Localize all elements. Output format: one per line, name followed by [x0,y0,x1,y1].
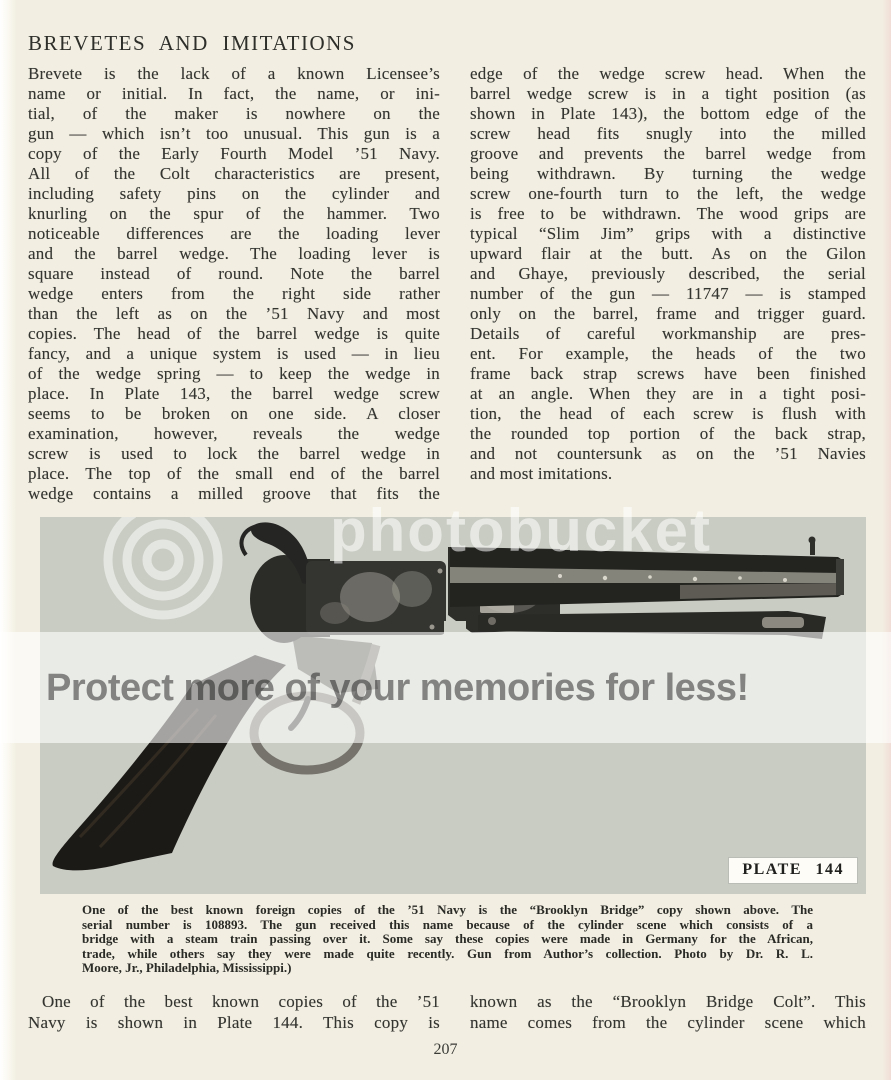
text-line: copy of the Early Fourth Model ’51 Navy. [28,144,440,163]
text-line: the rounded top portion of the back strap, [470,424,866,443]
text-line: is free to be withdrawn. The wood grips are [470,204,866,223]
scan-edge-left [0,0,16,1080]
text-line: gun — which isn’t too unusual. This gun is a [28,124,440,143]
text-line: screw head fits snugly into the milled [470,124,866,143]
text-line: copies. The head of the barrel wedge is quite [28,324,440,343]
text-line: name or initial. In fact, the name, or ini- [28,84,440,103]
text-line: place. The top of the small end of the barrel [28,464,440,483]
plate-label: PLATE 144 [729,858,857,883]
text-line: and most imitations. [470,464,613,483]
text-line: ent. For example, the heads of the two [470,344,866,363]
text-line: examination, however, reveals the wedge [28,424,440,443]
text-line: tion, the head of each screw is flush with [470,404,866,423]
text-line: edge of the wedge screw head. When the [470,64,866,83]
text-line: frame back strap screws have been finished [470,364,866,383]
text-line: being withdrawn. By turning the wedge [470,164,866,183]
text-line: screw is used to lock the barrel wedge in [28,444,440,463]
text-line: number of the gun — 11747 — is stamped [470,284,866,303]
text-line: noticeable differences are the loading lever [28,224,440,243]
text-line: bridge with a steam train passing over it. Some say these copies were made in Germany for the African, [82,931,813,946]
text-line: One of the best known copies of the ’51 [42,992,440,1011]
text-line: wedge contains a milled groove that fits the [28,484,440,503]
text-line: including safety pins on the cylinder and [28,184,440,203]
page-title: BREVETES AND IMITATIONS [28,31,356,55]
text-line: groove and prevents the barrel wedge from [470,144,866,163]
text-line: at an angle. When they are in a tight posi- [470,384,866,403]
text-line: seems to be broken on one side. A closer [28,404,440,423]
text-line: tial, of the maker is nowhere on the [28,104,440,123]
text-line: typical “Slim Jim” grips with a distinctive [470,224,866,243]
text-line: and the barrel wedge. The loading lever is [28,244,440,263]
text-line: screw one-fourth turn to the left, the wedge [470,184,866,203]
text-line: upward flair at the butt. As on the Gilon [470,244,866,263]
scan-edge-right [882,0,891,1080]
text-line: place. In Plate 143, the barrel wedge screw [28,384,440,403]
text-line: only on the barrel, frame and trigger guard. [470,304,866,323]
text-line: Details of careful workmanship are pres- [470,324,866,343]
text-line: name comes from the cylinder scene which [470,1013,866,1032]
text-line: Moore, Jr., Philadelphia, Mississippi.) [82,960,292,975]
bottom-paragraph-left [28,991,440,1033]
text-line: of the wedge spring — to keep the wedge in [28,364,440,383]
text-line: One of the best known foreign copies of the ’51 Navy is the “Brooklyn Bridge” copy shown above. The [82,902,813,917]
text-line: wedge enters from the right side rather [28,284,440,303]
plate-caption [82,903,813,976]
text-line: shown in Plate 143), the bottom edge of the [470,104,866,123]
text-line: barrel wedge screw is in a tight position (as [470,84,866,103]
text-line: and not countersunk as on the ’51 Navies [470,444,866,463]
bottom-paragraph-right [470,991,866,1033]
photobucket-watermark-text: photobucket [330,497,712,564]
text-line: known as the “Brooklyn Bridge Colt”. This [470,992,866,1011]
text-line: Brevete is the lack of a known Licensee’s [28,64,440,83]
text-line: and Ghaye, previously described, the serial [470,264,866,283]
photobucket-logo-icon [108,517,218,615]
page-number: 207 [433,1041,458,1058]
body-column-left [28,64,440,504]
text-line: Navy is shown in Plate 144. This copy is [28,1013,440,1032]
text-line: square instead of round. Note the barrel [28,264,440,283]
text-line: All of the Colt characteristics are present, [28,164,440,183]
text-line: serial number is 108893. The gun received this name because of the cylinder scene which consists of a [82,916,813,932]
text-line: trade, while others say they were made quite recently. Gun from Author’s collection. Photo by Dr. R. L. [82,945,813,961]
watermark-banner-text: Protect more of your memories for less! [46,667,749,709]
text-line: than the left as on the ’51 Navy and most [28,304,440,323]
body-column-right [470,64,866,484]
text-line: fancy, and a unique system is used — in lieu [28,344,440,363]
text-line: knurling on the spur of the hammer. Two [28,204,440,223]
